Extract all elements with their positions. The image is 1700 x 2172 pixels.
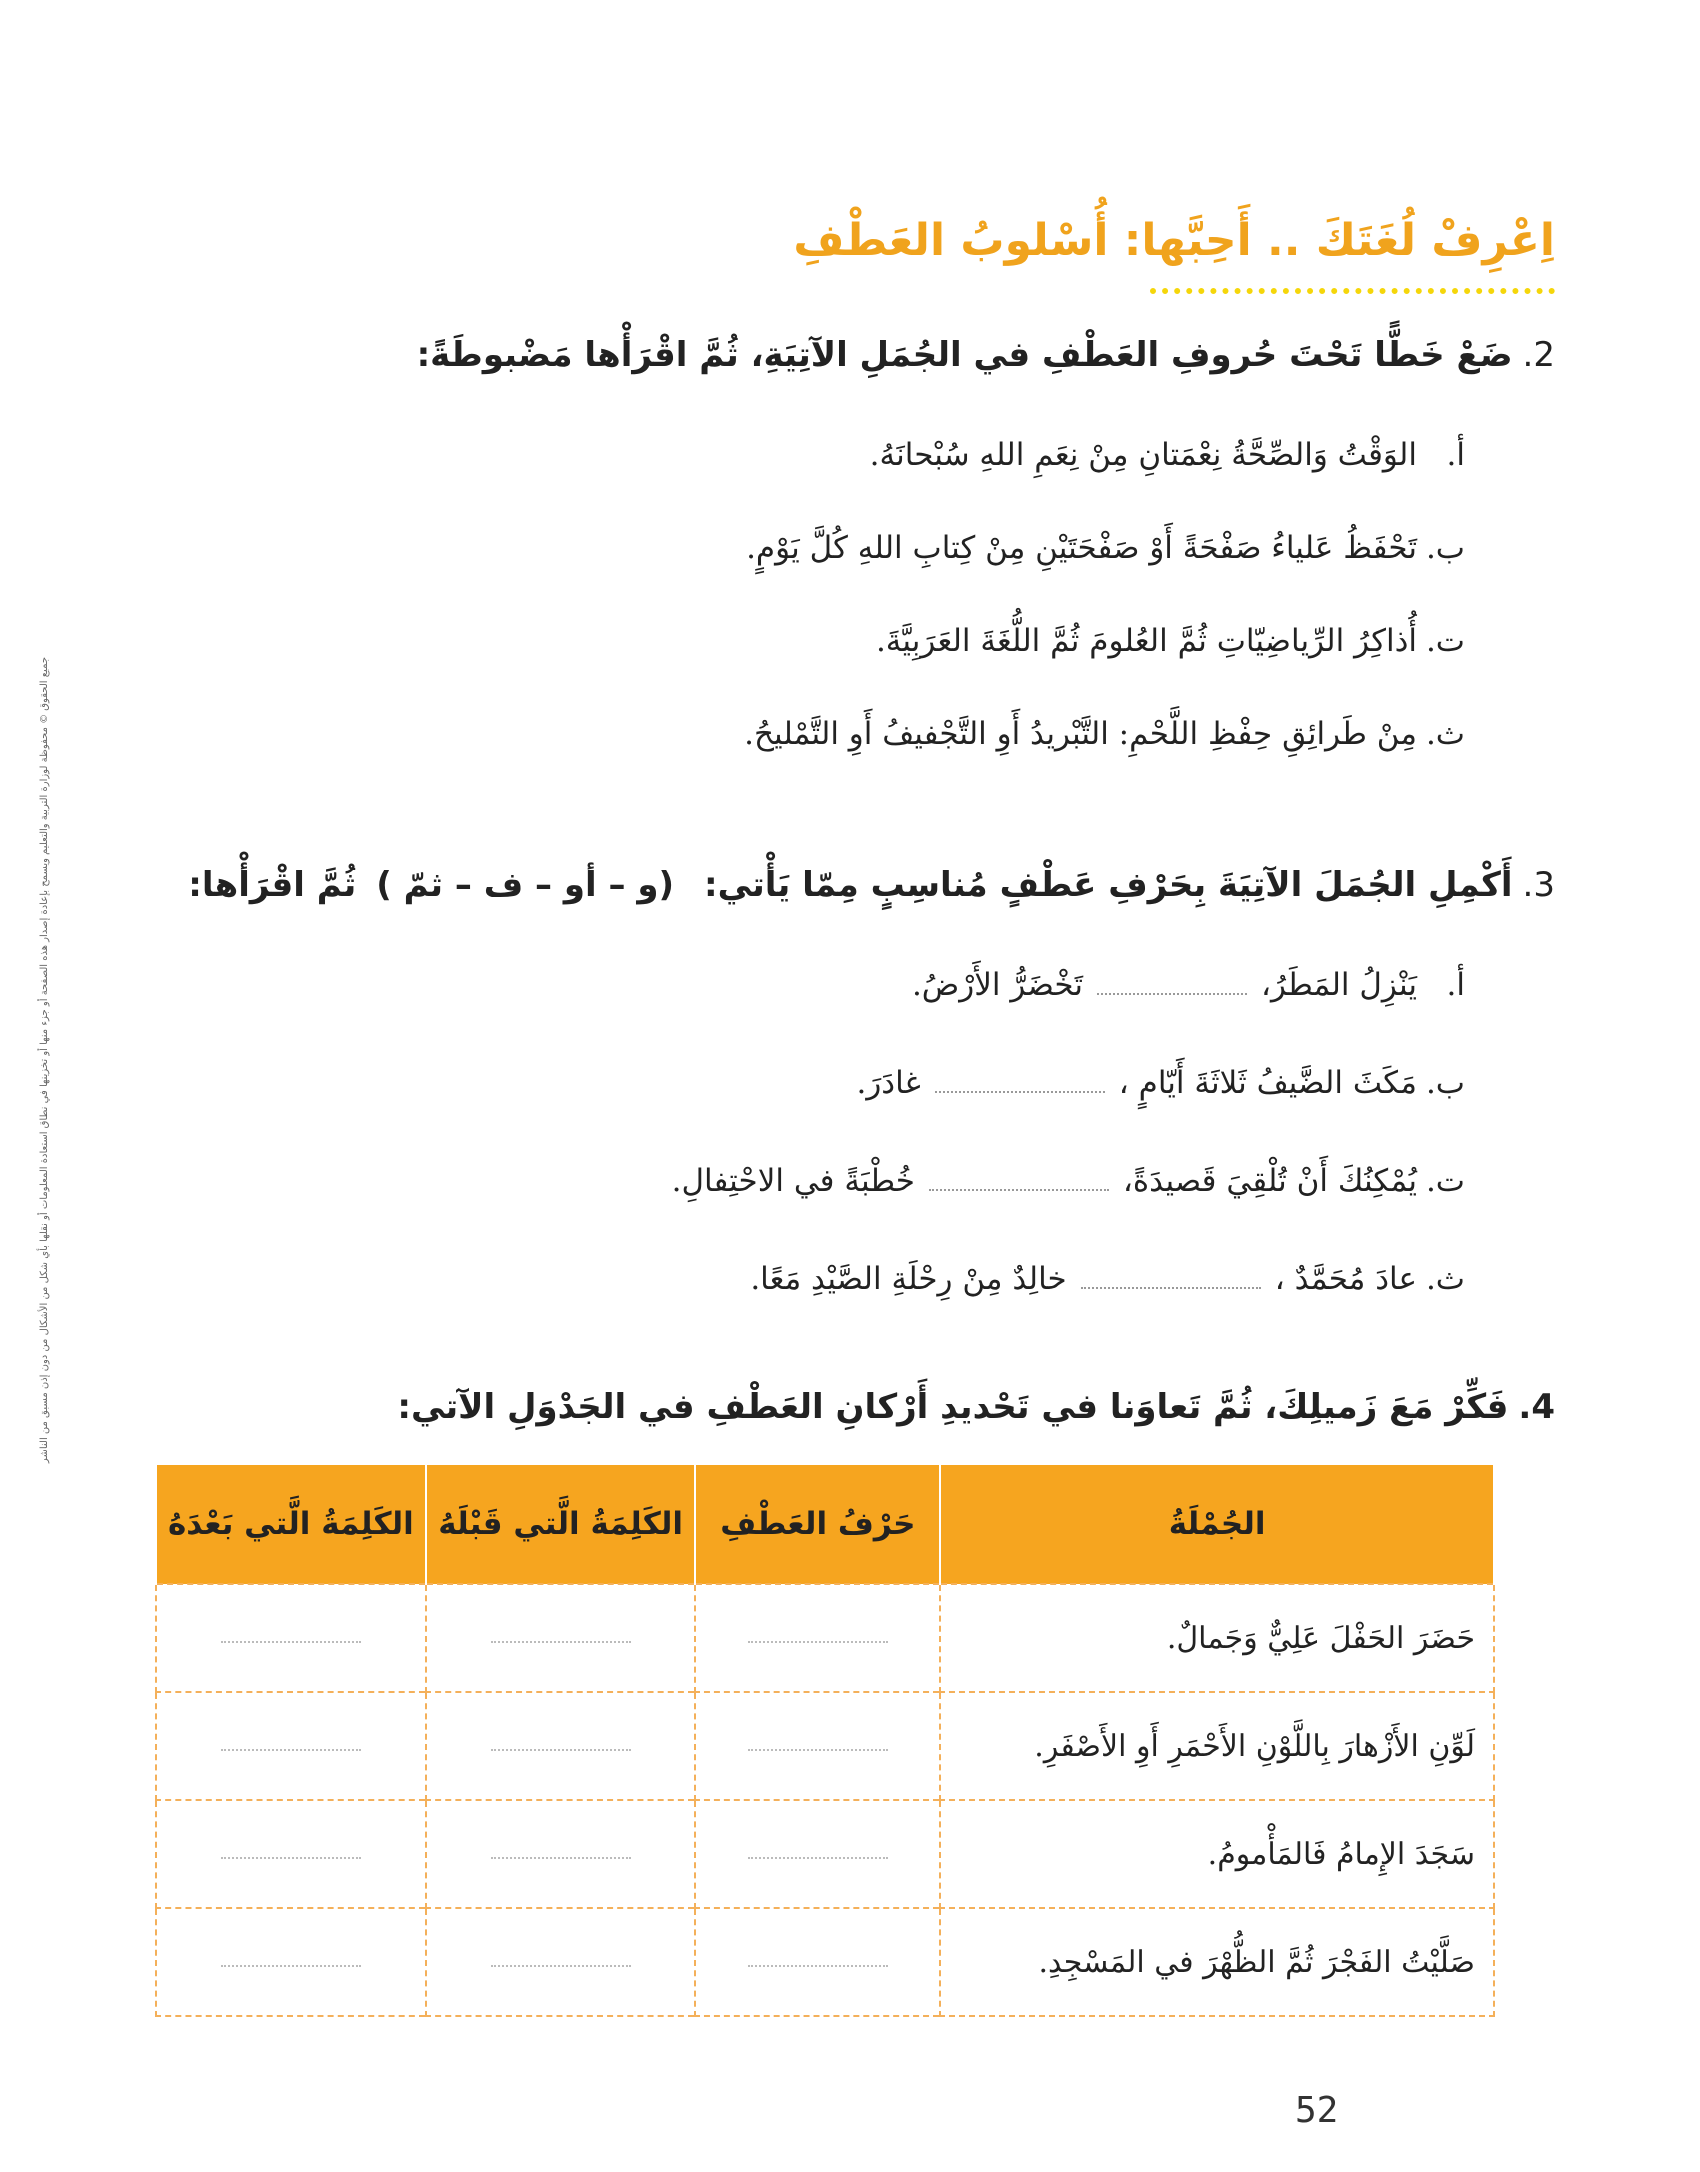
- letter-choices: (و – أو – ف – ثمّ ): [376, 865, 675, 905]
- table-header-conjunction: حَرْفُ العَطْفِ: [695, 1465, 940, 1584]
- title-underline: [1150, 288, 1555, 294]
- list-item: ب.تَحْفَظُ عَلياءُ صَفْحَةً أَوْ صَفْحَتَيْنِ مِنْ كِتابِ اللهِ كُلَّ يَوْمٍ.: [746, 530, 1465, 566]
- answer-blank[interactable]: [1081, 1273, 1261, 1289]
- table-cell-input[interactable]: [426, 1692, 696, 1800]
- list-item: ث.عادَ مُحَمَّدٌ ،خالِدٌ مِنْ رِحْلَةِ الصَّيْدِ مَعًا.: [750, 1261, 1465, 1297]
- table-cell-input[interactable]: [156, 1584, 426, 1692]
- table-header-word-before: الكَلِمَةُ الَّتي قَبْلَهُ: [426, 1465, 696, 1584]
- question-2-number: 2.: [1522, 335, 1555, 375]
- list-item: أ.يَنْزِلُ المَطَرُ،تَخْضَرُّ الأَرْضُ.: [911, 967, 1465, 1003]
- table-cell-sentence: صَلَّيْتُ الفَجْرَ ثُمَّ الظُّهْرَ في المَسْجِدِ.: [940, 1908, 1494, 2016]
- section-title: اِعْرِفْ لُغَتَكَ .. أَحِبَّها: أُسْلوبُ العَطْفِ: [793, 215, 1555, 266]
- table-cell-input[interactable]: [695, 1692, 940, 1800]
- question-3-prompt: [188, 865, 1555, 905]
- answer-blank[interactable]: [929, 1175, 1109, 1191]
- table-cell-input[interactable]: [695, 1908, 940, 2016]
- table-cell-sentence: سَجَدَ الإِمامُ فَالمَأْمومُ.: [940, 1800, 1494, 1908]
- question-3-text: أَكْمِلِ الجُمَلَ الآتِيَةَ بِحَرْفِ عَطْفٍ مُناسِبٍ مِمّا يَأْتي:: [704, 865, 1513, 905]
- page-number: 52: [1295, 2090, 1339, 2131]
- table-row: [156, 1584, 1494, 1692]
- list-item: ت.يُمْكِنُكَ أَنْ تُلْقِيَ قَصيدَةً،خُطْبَةً في الاحْتِفالِ.: [671, 1163, 1465, 1199]
- table-cell-input[interactable]: [156, 1908, 426, 2016]
- question-3-number: 3.: [1522, 865, 1555, 905]
- answer-blank[interactable]: [935, 1077, 1105, 1093]
- table-cell-sentence: حَضَرَ الحَفْلَ عَلِيٌّ وَجَمالٌ.: [940, 1584, 1494, 1692]
- table-row: [156, 1692, 1494, 1800]
- list-item: ت.أُذاكِرُ الرِّياضِيّاتِ ثُمَّ العُلومَ ثُمَّ اللُّغَةَ العَرَبِيَّةَ.: [875, 623, 1465, 659]
- table-cell-sentence: لَوِّنِ الأَزْهارَ بِاللَّوْنِ الأَحْمَرِ أَوِ الأَصْفَرِ.: [940, 1692, 1494, 1800]
- question-4-prompt: [397, 1387, 1555, 1427]
- table-cell-input[interactable]: [695, 1584, 940, 1692]
- table-cell-input[interactable]: [426, 1584, 696, 1692]
- table-header-word-after: الكَلِمَةُ الَّتي بَعْدَهُ: [156, 1465, 426, 1584]
- copyright-note: جميع الحقوق © محفوظة لوزارة التربية والتعليم ويسمح بإعادة إصدار هذه الصفحة أو جزء منها أو تخزينها في نطاق استعادة المعلومات أو نقلها بأي شكل من الأشكال من دون إذن مسبق من الناشر: [39, 656, 50, 1464]
- table-cell-input[interactable]: [426, 1908, 696, 2016]
- answer-blank[interactable]: [1097, 979, 1247, 995]
- table-cell-input[interactable]: [156, 1800, 426, 1908]
- question-3-suffix: ثُمَّ اقْرَأْها:: [188, 865, 357, 905]
- question-4-number: 4.: [1518, 1387, 1555, 1427]
- question-2-prompt: [417, 335, 1555, 375]
- list-item: ب.مَكَثَ الضَّيفُ ثَلاثَةَ أَيّامٍ ،غادَرَ.: [856, 1065, 1465, 1101]
- table-cell-input[interactable]: [695, 1800, 940, 1908]
- table-row: [156, 1908, 1494, 2016]
- table-header-sentence: الجُمْلَةُ: [940, 1465, 1494, 1584]
- conjunction-table: [155, 1465, 1495, 2017]
- table-cell-input[interactable]: [156, 1692, 426, 1800]
- question-4-text: فَكِّرْ مَعَ زَميلِكَ، ثُمَّ تَعاوَنا في تَحْديدِ أَرْكانِ العَطْفِ في الجَدْوَلِ الآتي:: [397, 1387, 1509, 1427]
- table-row: [156, 1800, 1494, 1908]
- list-item: أ.الوَقْتُ وَالصِّحَّةُ نِعْمَتانِ مِنْ نِعَمِ اللهِ سُبْحانَهُ.: [869, 437, 1465, 473]
- question-2-text: ضَعْ خَطًّا تَحْتَ حُروفِ العَطْفِ في الجُمَلِ الآتِيَةِ، ثُمَّ اقْرَأْها مَضْبوطَةً:: [416, 335, 1513, 375]
- table-cell-input[interactable]: [426, 1800, 696, 1908]
- list-item: ث.مِنْ طَرائِقِ حِفْظِ اللَّحْمِ: التَّبْريدُ أَوِ التَّجْفيفُ أَوِ التَّمْليحُ.: [744, 716, 1465, 752]
